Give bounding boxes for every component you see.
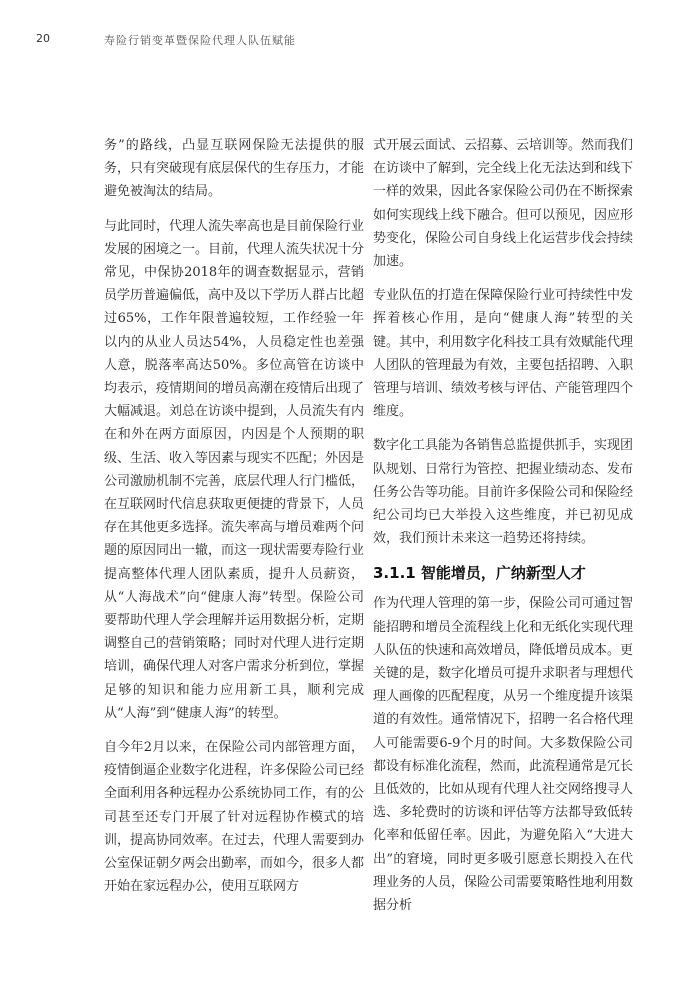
paragraph: 作为代理人管理的第一步，保险公司可通过智能招聘和增员全流程线上化和无纸化实现代理人队伍的快速和高效增员，降低增员成本。更关键的是，数字化增员可提升求职者与理想代理人画像的匹配程度，从另一个维度提升该渠道的有效性。通常情况下，招聘一名合格代理人可能需要6-9个月的时间。大多数保险公司都设有标准化流程，然而，此流程通常是冗长且低效的，比如从现有代理人社交网络搜寻人选、多轮费时的访谈和评估等方法都导致低转化率和低留任率。因此，为避免陷入“大进大出”的窘境，同时更多吸引愿意长期投入在代理业务的人员，保险公司需要策略性地利用数据分析 xyxy=(373,596,634,914)
paragraph: 务”的路线，凸显互联网保险无法提供的服务，只有突破现有底层保代的生存压力，才能避免被淘汰的结局。 xyxy=(104,138,365,200)
paragraph: 与此同时，代理人流失率高也是目前保险行业发展的困境之一。目前，代理人流失状况十分常见，中保协2018年的调查数据显示，营销员学历普遍偏低，高中及以下学历人群占比超过65%，工作年限普遍较短，工作经验一年以内的从业人员达54%，人员稳定性也差强人意，脱落率高达50%。多位高管在访谈中均表示，疫情期间的增员高潮在疫情后出现了大幅减退。刘总在访谈中提到，人员流失有内在和外在两方面原因，内因是个人预期的职级、生活、收入等因素与现实不匹配；外因是公司激励机制不完善，底层代理人行门槛低，在互联网时代信息获取更便捷的背景下，人员存在其他更多选择。流失率高与增员难两个问题的原因同出一辙，而这一现状需要寿险行业提高整体代理人团队素质，提升人员薪资，从“人海战术”向“健康人海”转型。保险公司要帮助代理人学会理解并运用数据分析，定期调整自己的营销策略；同时对代理人进行定期培训，确保代理人对客户需求分析到位，掌握足够的知识和能力应用新工具，顺利完成从“人海”到“健康人海”的转型。 xyxy=(104,218,365,721)
paragraph: 数字化工具能为各销售总监提供抓手，实现团队规划、日常行为管控、把握业绩动态、发布任务公告等功能。目前许多保险公司和保险经纪公司均已大举投入这些维度，并已初见成效，我们预计未来这一趋势还将持续。 xyxy=(373,438,634,547)
section-heading: 3.1.1 智能增员，广纳新型人才 xyxy=(373,564,586,583)
page-header xyxy=(0,30,699,52)
paragraph: 式开展云面试、云招募、云培训等。然而我们在访谈中了解到，完全线上化无法达到和线下一样的效果，因此各家保险公司仍在不断探索如何实现线上线下融合。但可以预见，因应形势变化，保险公司自身线上化运营步伐会持续加速。 xyxy=(373,138,634,270)
page-number: 20 xyxy=(36,32,50,45)
right-column xyxy=(373,134,633,928)
paragraph: 自今年2月以来，在保险公司内部管理方面，疫情倒逼企业数字化进程，许多保险公司已经全面利用各种远程办公系统协同工作，有的公司甚至还专门开展了针对远程协作模式的培训，提高协同效率。在过去，代理人需要到办公室保证朝夕两会出勤率，而如今，很多人都开始在家远程办公，使用互联网方 xyxy=(104,740,365,895)
paragraph: 专业队伍的打造在保障保险行业可持续性中发挥着核心作用，是向“健康人海”转型的关键。其中，利用数字化科技工具有效赋能代理人团队的管理最为有效，主要包括招聘、入职管理与培训、绩效考核与评估、产能管理四个维度。 xyxy=(373,288,634,420)
running-title: 寿险行销变革暨保险代理人队伍赋能 xyxy=(104,34,296,47)
left-column xyxy=(104,134,364,910)
